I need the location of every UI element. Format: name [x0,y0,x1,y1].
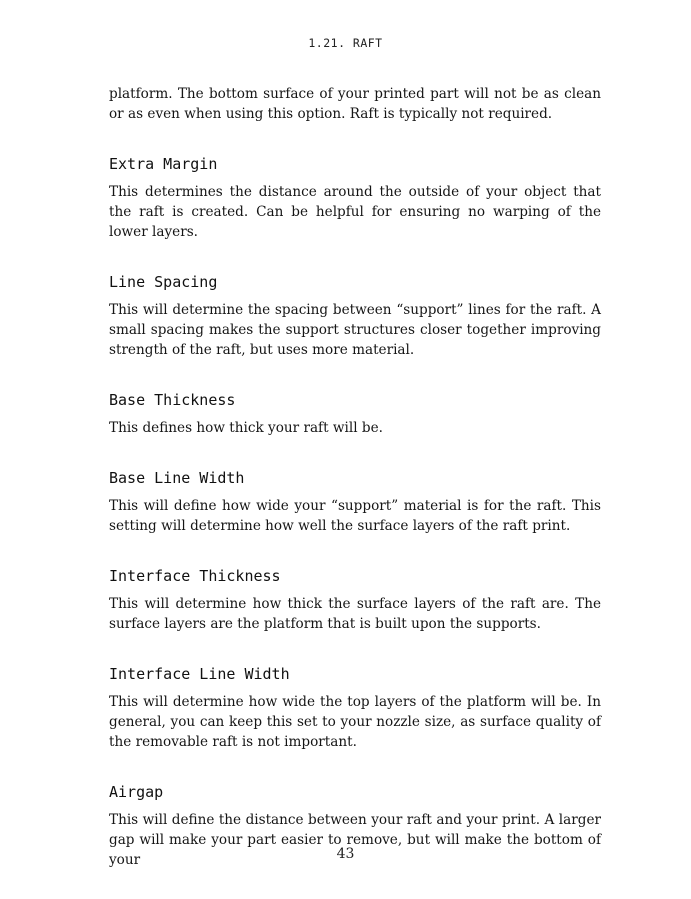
section-base-line-width [109,468,601,536]
page-content [109,84,601,870]
intro-paragraph: platform. The bottom surface of your printed part will not be as clean or as even when using this option. Raft is typically not required. [109,86,601,122]
section-body: This will determine how wide the top layers of the platform will be. In general, you can keep this set to your nozzle size, as surface quality of the removable raft is not important. [109,694,601,750]
section-body: This defines how thick your raft will be. [109,420,383,436]
section-body: This will determine how thick the surface layers of the raft are. The surface layers are the platform that is built upon the supports. [109,596,601,632]
section-heading: Extra Margin [109,155,218,173]
section-interface-thickness [109,566,601,634]
section-body: This determines the distance around the outside of your object that the raft is created. Can be helpful for ensuring no warping of the lower layers. [109,184,601,240]
section-heading: Airgap [109,783,164,801]
page-number: 43 [336,846,355,862]
section-heading: Line Spacing [109,273,218,291]
section-line-spacing [109,272,601,360]
section-body: This will determine the spacing between “support” lines for the raft. A small spacing makes the support structures closer together improving strength of the raft, but uses more material. [109,302,601,358]
section-base-thickness [109,390,601,438]
section-interface-line-width [109,664,601,752]
section-extra-margin [109,154,601,242]
running-head: 1.21. RAFT [308,36,383,50]
section-heading: Interface Thickness [109,567,281,585]
section-body: This will define the distance between your raft and your print. A larger gap will make your part easier to remove, but will make the bottom of your [109,812,601,868]
section-heading: Interface Line Width [109,665,290,683]
section-heading: Base Line Width [109,469,245,487]
section-body: This will define how wide your “support” material is for the raft. This setting will determine how well the surface layers of the raft print. [109,498,601,534]
section-heading: Base Thickness [109,391,236,409]
